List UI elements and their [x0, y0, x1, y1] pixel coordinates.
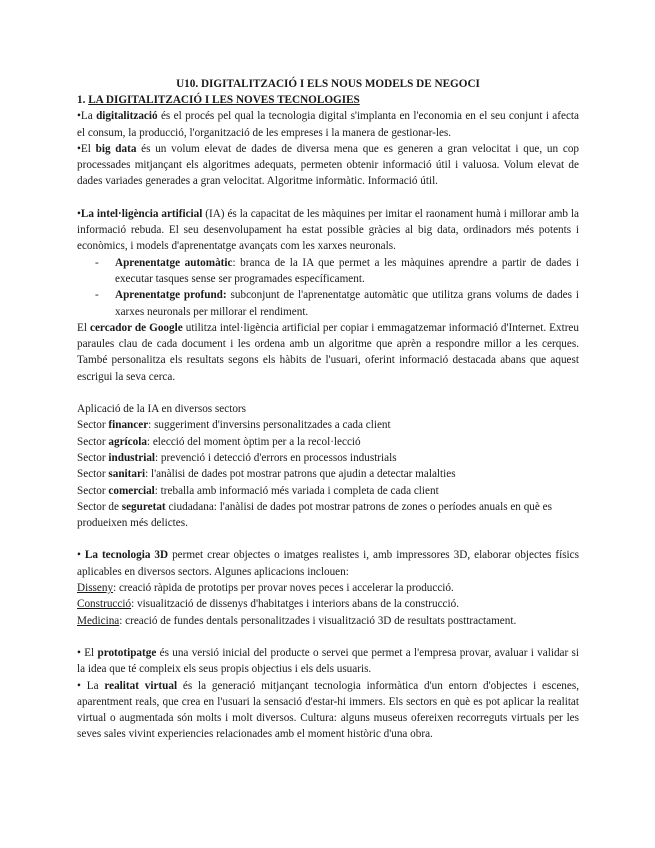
- paragraph-big-data: •El big data és un volum elevat de dades de diversa mena que es generen a gran velocitat i que, un cop processades mitjançant els algoritmes adequats, permeten obtenir informació útil i valuosa. Volum elevat de dades variades generades a gran velocitat. Algoritme informàtic. Informació útil.: [77, 142, 580, 188]
- section-title: LA DIGITALITZACIÓ I LES NOVES TECNOLOGIES: [88, 94, 360, 106]
- document-page: [77, 76, 579, 743]
- section-heading: [77, 92, 579, 108]
- sector-item: Sector industrial: prevenció i detecció d'errors en processos industrials: [77, 451, 397, 464]
- page-title: U10. DIGITALITZACIÓ I ELS NOUS MODELS DE NEGOCI: [176, 78, 480, 90]
- spacer: [77, 629, 579, 645]
- term-prototipatge: prototipatge: [97, 646, 157, 659]
- term-google: cercador de Google: [90, 321, 183, 334]
- application-item: Construcció: visualització de dissenys d'habitatges i interiors abans de la construcció.: [77, 598, 459, 611]
- term-big-data: big data: [95, 142, 137, 155]
- paragraph-prototipatge: • El prototipatge és una versió inicial del producte o servei que permet a l'empresa provar, avaluar i validar si la idea que té compleix els seus propis objectius i els dels usuaris.: [77, 646, 579, 676]
- term-realitat-virtual: realitat virtual: [104, 679, 178, 692]
- paragraph-google: El cercador de Google utilitza intel·ligència artificial per copiar i emmagatzemar informació d'Internet. Extreu paraules clau de cada document i les ordena amb un algoritme que aprèn a respondre millor a les cerques. També personalitza els resultats segons els hàbits de l'usuari, oferint informació destacada abans que aquest escrigui la seva cerca.: [77, 321, 579, 383]
- sector-item: Sector financer: suggeriment d'inversins personalitzades a cada client: [77, 419, 391, 432]
- sector-item: Sector comercial: treballa amb informació més variada i completa de cada client: [77, 484, 439, 497]
- section-number: 1.: [77, 94, 89, 106]
- sectors-heading: Aplicació de la IA en diversos sectors: [77, 403, 247, 416]
- term-ia: La intel·ligència artificial: [80, 207, 203, 220]
- application-item: Medicina: creació de fundes dentals personalitzades i visualització 3D de resultats posttractament.: [77, 614, 517, 627]
- paragraph-3d: • La tecnologia 3D permet crear objectes o imatges realistes i, amb impressores 3D, elaborar objectes físics aplicables en diversos sectors. Algunes aplicacions inclouen:: [77, 549, 579, 578]
- ia-subtypes-list: [77, 255, 579, 320]
- term-digitalitzacio: digitalització: [96, 110, 158, 123]
- spacer: [77, 190, 579, 206]
- sector-item: Sector agrícola: elecció del moment òptim per a la recol·lecció: [77, 435, 361, 448]
- sector-item: Sector de seguretat ciudadana: l'anàlisi de dades pot mostrar patrons de zones o períodes anuals en què es produeixen més delictes.: [77, 500, 552, 530]
- paragraph-ia: •La intel·ligència artificial (IA) és la capacitat de les màquines per imitar el raonament humà i millorar amb la informació rebuda. El seu desenvolupament ha estat possible gràcies al big data, ordinadors més potents i econòmics, i models d'aprenentatge avançats com les xarxes neuronals.: [77, 207, 579, 253]
- term-3d: La tecnologia 3D: [84, 549, 169, 562]
- spacer: [77, 531, 579, 547]
- list-item: - Aprenentatge automàtic: branca de la IA que permet a les màquines aprendre a partir de dades i executar tasques sense ser programades específicament.: [115, 255, 579, 288]
- application-item: Disseny: creació ràpida de prototips per provar noves peces i accelerar la producció.: [77, 582, 454, 595]
- spacer: [77, 385, 579, 401]
- paragraph-digitalitzacio: •La digitalització és el procés pel qual la tecnologia digital s'implanta en l'economia en el seu conjunt i afecta el consum, la producció, l'organització de les empreses i la manera de gestionar-les.: [77, 110, 579, 139]
- list-item: - Aprenentatge profund: subconjunt de l'aprenentatge automàtic que utilitza grans volums de dades i xarxes neuronals per millorar el rendiment.: [115, 287, 579, 320]
- sector-item: Sector sanitari: l'anàlisi de dades pot mostrar patrons que ajudin a detectar malalties: [77, 468, 456, 481]
- paragraph-realitat-virtual: • La realitat virtual és la generació mitjançant tecnologia informàtica d'un entorn d'objectes i escenes, aparentment reals, que crea en l'usuari la sensació d'estar-hi immers. Els sectors en què es pot aplicar la realitat virtual o augmentada són molts i molt diversos. Cultura: alguns museus ofereixen recorreguts virtuals per les seves sales vivint experiencies relacionades amb el moment històric d'una obra.: [77, 679, 579, 741]
